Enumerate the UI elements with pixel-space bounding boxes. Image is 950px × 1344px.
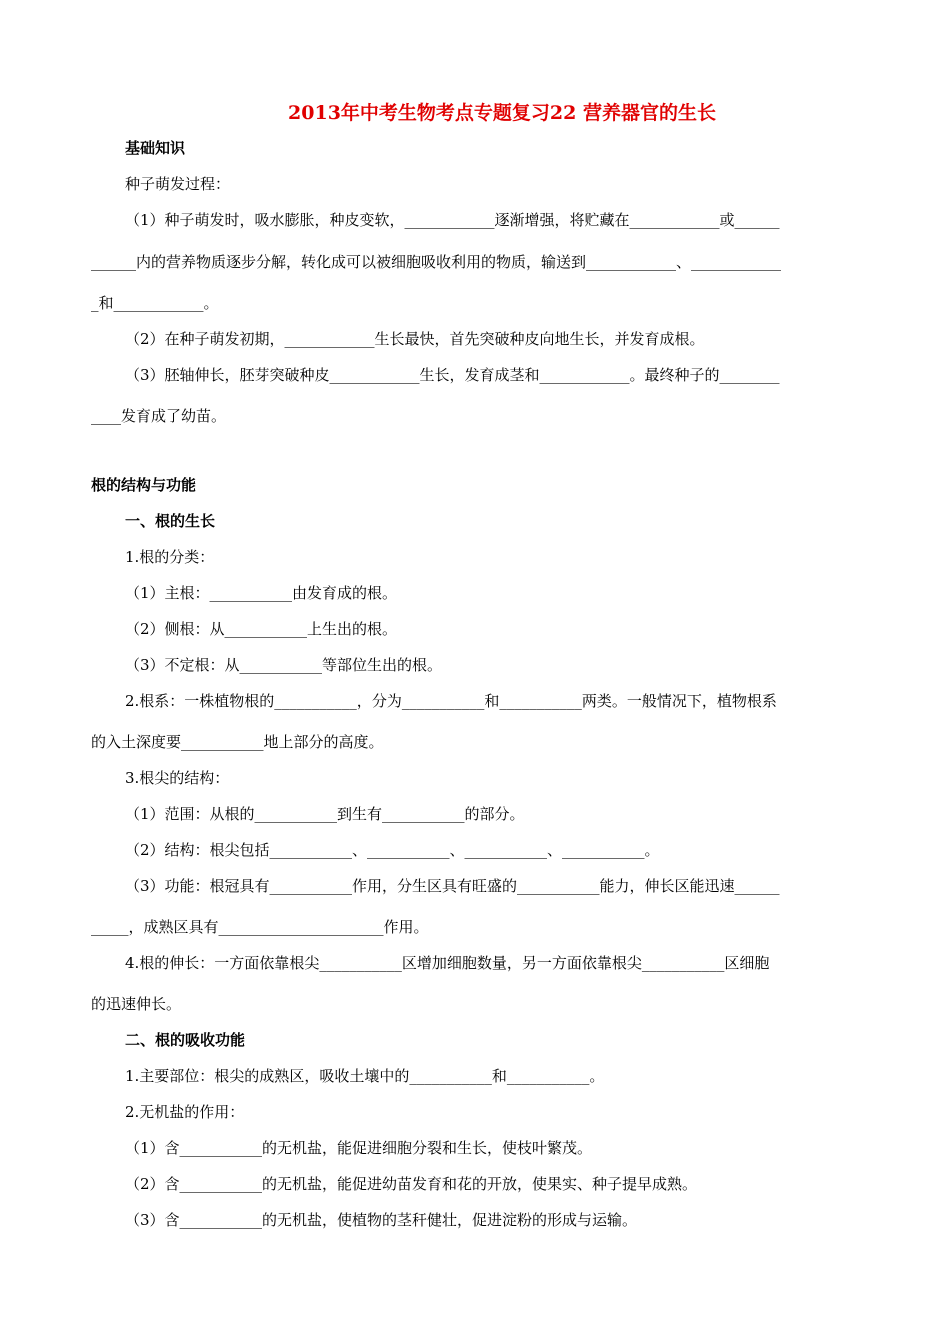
text-line: （2）侧根：从___________上生出的根。 [125, 620, 398, 638]
page-title: 2013年中考生物考点专题复习22 营养器官的生长 [288, 102, 716, 124]
text-line: 1.根的分类： [125, 548, 215, 566]
text-line: ____发育成了幼苗。 [91, 407, 227, 425]
text-line: 2.根系：一株植物根的___________，分为___________和___________两类。一般情况下，植物根系 [125, 692, 777, 710]
text-line: （2）在种子萌发初期，____________生长最快，首先突破种皮向地生长，并发育成根。 [125, 330, 705, 348]
text-line: _和____________。 [91, 294, 219, 312]
text-line: （1）含___________的无机盐，能促进细胞分裂和生长，使枝叶繁茂。 [125, 1139, 593, 1157]
text-line: 2.无机盐的作用： [125, 1103, 245, 1121]
text-line: （3）胚轴伸长，胚芽突破种皮____________生长，发育成茎和____________。最终种子的________ [125, 366, 780, 384]
text-line: （2）结构：根尖包括___________、___________、___________、___________。 [125, 841, 660, 859]
text-line: 4.根的伸长：一方面依靠根尖___________区增加细胞数量，另一方面依靠根尖___________区细胞 [125, 954, 770, 972]
text-line: （3）不定根：从___________等部位生出的根。 [125, 656, 443, 674]
heading-root-structure: 根的结构与功能 [91, 476, 197, 494]
text-line: （1）范围：从根的___________到生有___________的部分。 [125, 805, 525, 823]
text-line: _____，成熟区具有______________________作用。 [91, 918, 429, 936]
text-line: （2）含___________的无机盐，能促进幼苗发育和花的开放，使果实、种子提早成熟。 [125, 1175, 698, 1193]
text-line: 的入土深度要___________地上部分的高度。 [91, 733, 384, 751]
text-line: （3）含___________的无机盐，使植物的茎秆健壮，促进淀粉的形成与运输。 [125, 1211, 638, 1229]
text-line: 1.主要部位：根尖的成熟区，吸收土壤中的___________和___________。 [125, 1067, 605, 1085]
text-line: 3.根尖的结构： [125, 769, 230, 787]
text-line: ______内的营养物质逐步分解，转化成可以被细胞吸收利用的物质，输送到____________、____________ [91, 253, 782, 271]
subheading-root-absorption: 二、根的吸收功能 [125, 1031, 246, 1049]
text-line: （1）主根：___________由发育成的根。 [125, 584, 398, 602]
text-line: （3）功能：根冠具有___________作用，分生区具有旺盛的___________能力，伸长区能迅速______ [125, 877, 780, 895]
subheading-root-growth: 一、根的生长 [125, 512, 216, 530]
heading-basic-knowledge: 基础知识 [125, 139, 186, 157]
text-line: （1）种子萌发时，吸水膨胀，种皮变软，____________逐渐增强，将贮藏在____________或______ [125, 211, 780, 229]
text-line: 种子萌发过程： [125, 175, 231, 193]
text-line: 的迅速伸长。 [91, 995, 182, 1013]
